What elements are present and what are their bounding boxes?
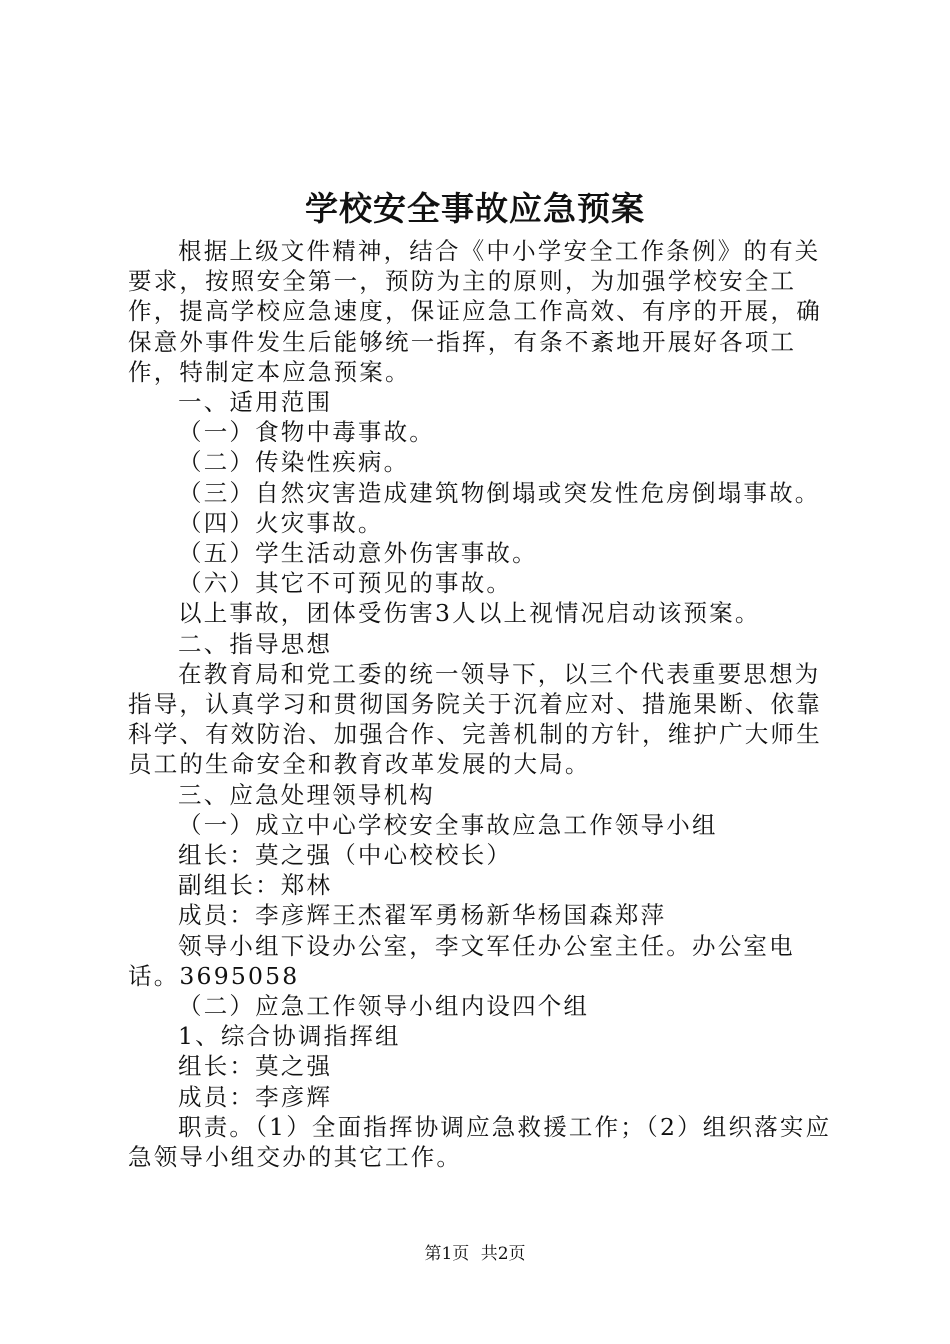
list-item: （五）学生活动意外伤害事故。	[178, 539, 538, 568]
office-line: 领导小组下设办公室，李文军任办公室主任。办公室电话。3695058	[128, 931, 795, 990]
subsection-heading: （一）成立中心学校安全事故应急工作领导小组	[178, 810, 718, 839]
group-heading: 1、综合协调指挥组	[178, 1022, 401, 1051]
group-members-line: 成员：李彦辉	[178, 1082, 333, 1111]
page-number: 第1页	[424, 1244, 470, 1264]
members-line: 成员：李彦辉王杰翟军勇杨新华杨国森郑萍	[178, 901, 667, 930]
page-total: 共2页	[480, 1244, 526, 1264]
document-body	[128, 236, 833, 1172]
paragraph-intro: 根据上级文件精神，结合《中小学安全工作条例》的有关要求，按照安全第一，预防为主的原则，为加强学校安全工作，提高学校应急速度，保证应急工作高效、有序的开展，确保意外事件发生后能够统一指挥，有条不紊地开展好各项工作，特制定本应急预案。	[128, 237, 822, 386]
list-item: （三）自然灾害造成建筑物倒塌或突发性危房倒塌事故。	[178, 478, 821, 507]
subsection-heading: （二）应急工作领导小组内设四个组	[178, 992, 590, 1021]
section-heading-scope: 一、适用范围	[178, 388, 333, 417]
document-title: 学校安全事故应急预案	[305, 189, 645, 228]
group-duties-line: 职责。（1）全面指挥协调应急救援工作；（2）组织落实应急领导小组交办的其它工作。	[128, 1112, 832, 1172]
deputy-leader-line: 副组长：郑林	[178, 871, 333, 900]
section-heading-leadership: 三、应急处理领导机构	[178, 780, 435, 809]
leader-line: 组长：莫之强（中心校校长）	[178, 841, 513, 870]
group-leader-line: 组长：莫之强	[178, 1052, 333, 1081]
paragraph-trigger: 以上事故，团体受伤害3人以上视情况启动该预案。	[178, 599, 761, 628]
list-item: （六）其它不可预见的事故。	[178, 569, 513, 598]
list-item: （二）传染性疾病。	[178, 448, 410, 477]
section-heading-guidance: 二、指导思想	[178, 629, 333, 658]
paragraph-guidance: 在教育局和党工委的统一领导下，以三个代表重要思想为指导，认真学习和贯彻国务院关于沉着应对、措施果断、依靠科学、有效防治、加强合作、完善机制的方针，维护广大师生员工的生命安全和教育改革发展的大局。	[128, 659, 822, 779]
list-item: （四）火灾事故。	[178, 508, 384, 537]
list-item: （一）食物中毒事故。	[178, 418, 435, 447]
page-footer	[0, 1240, 950, 1268]
